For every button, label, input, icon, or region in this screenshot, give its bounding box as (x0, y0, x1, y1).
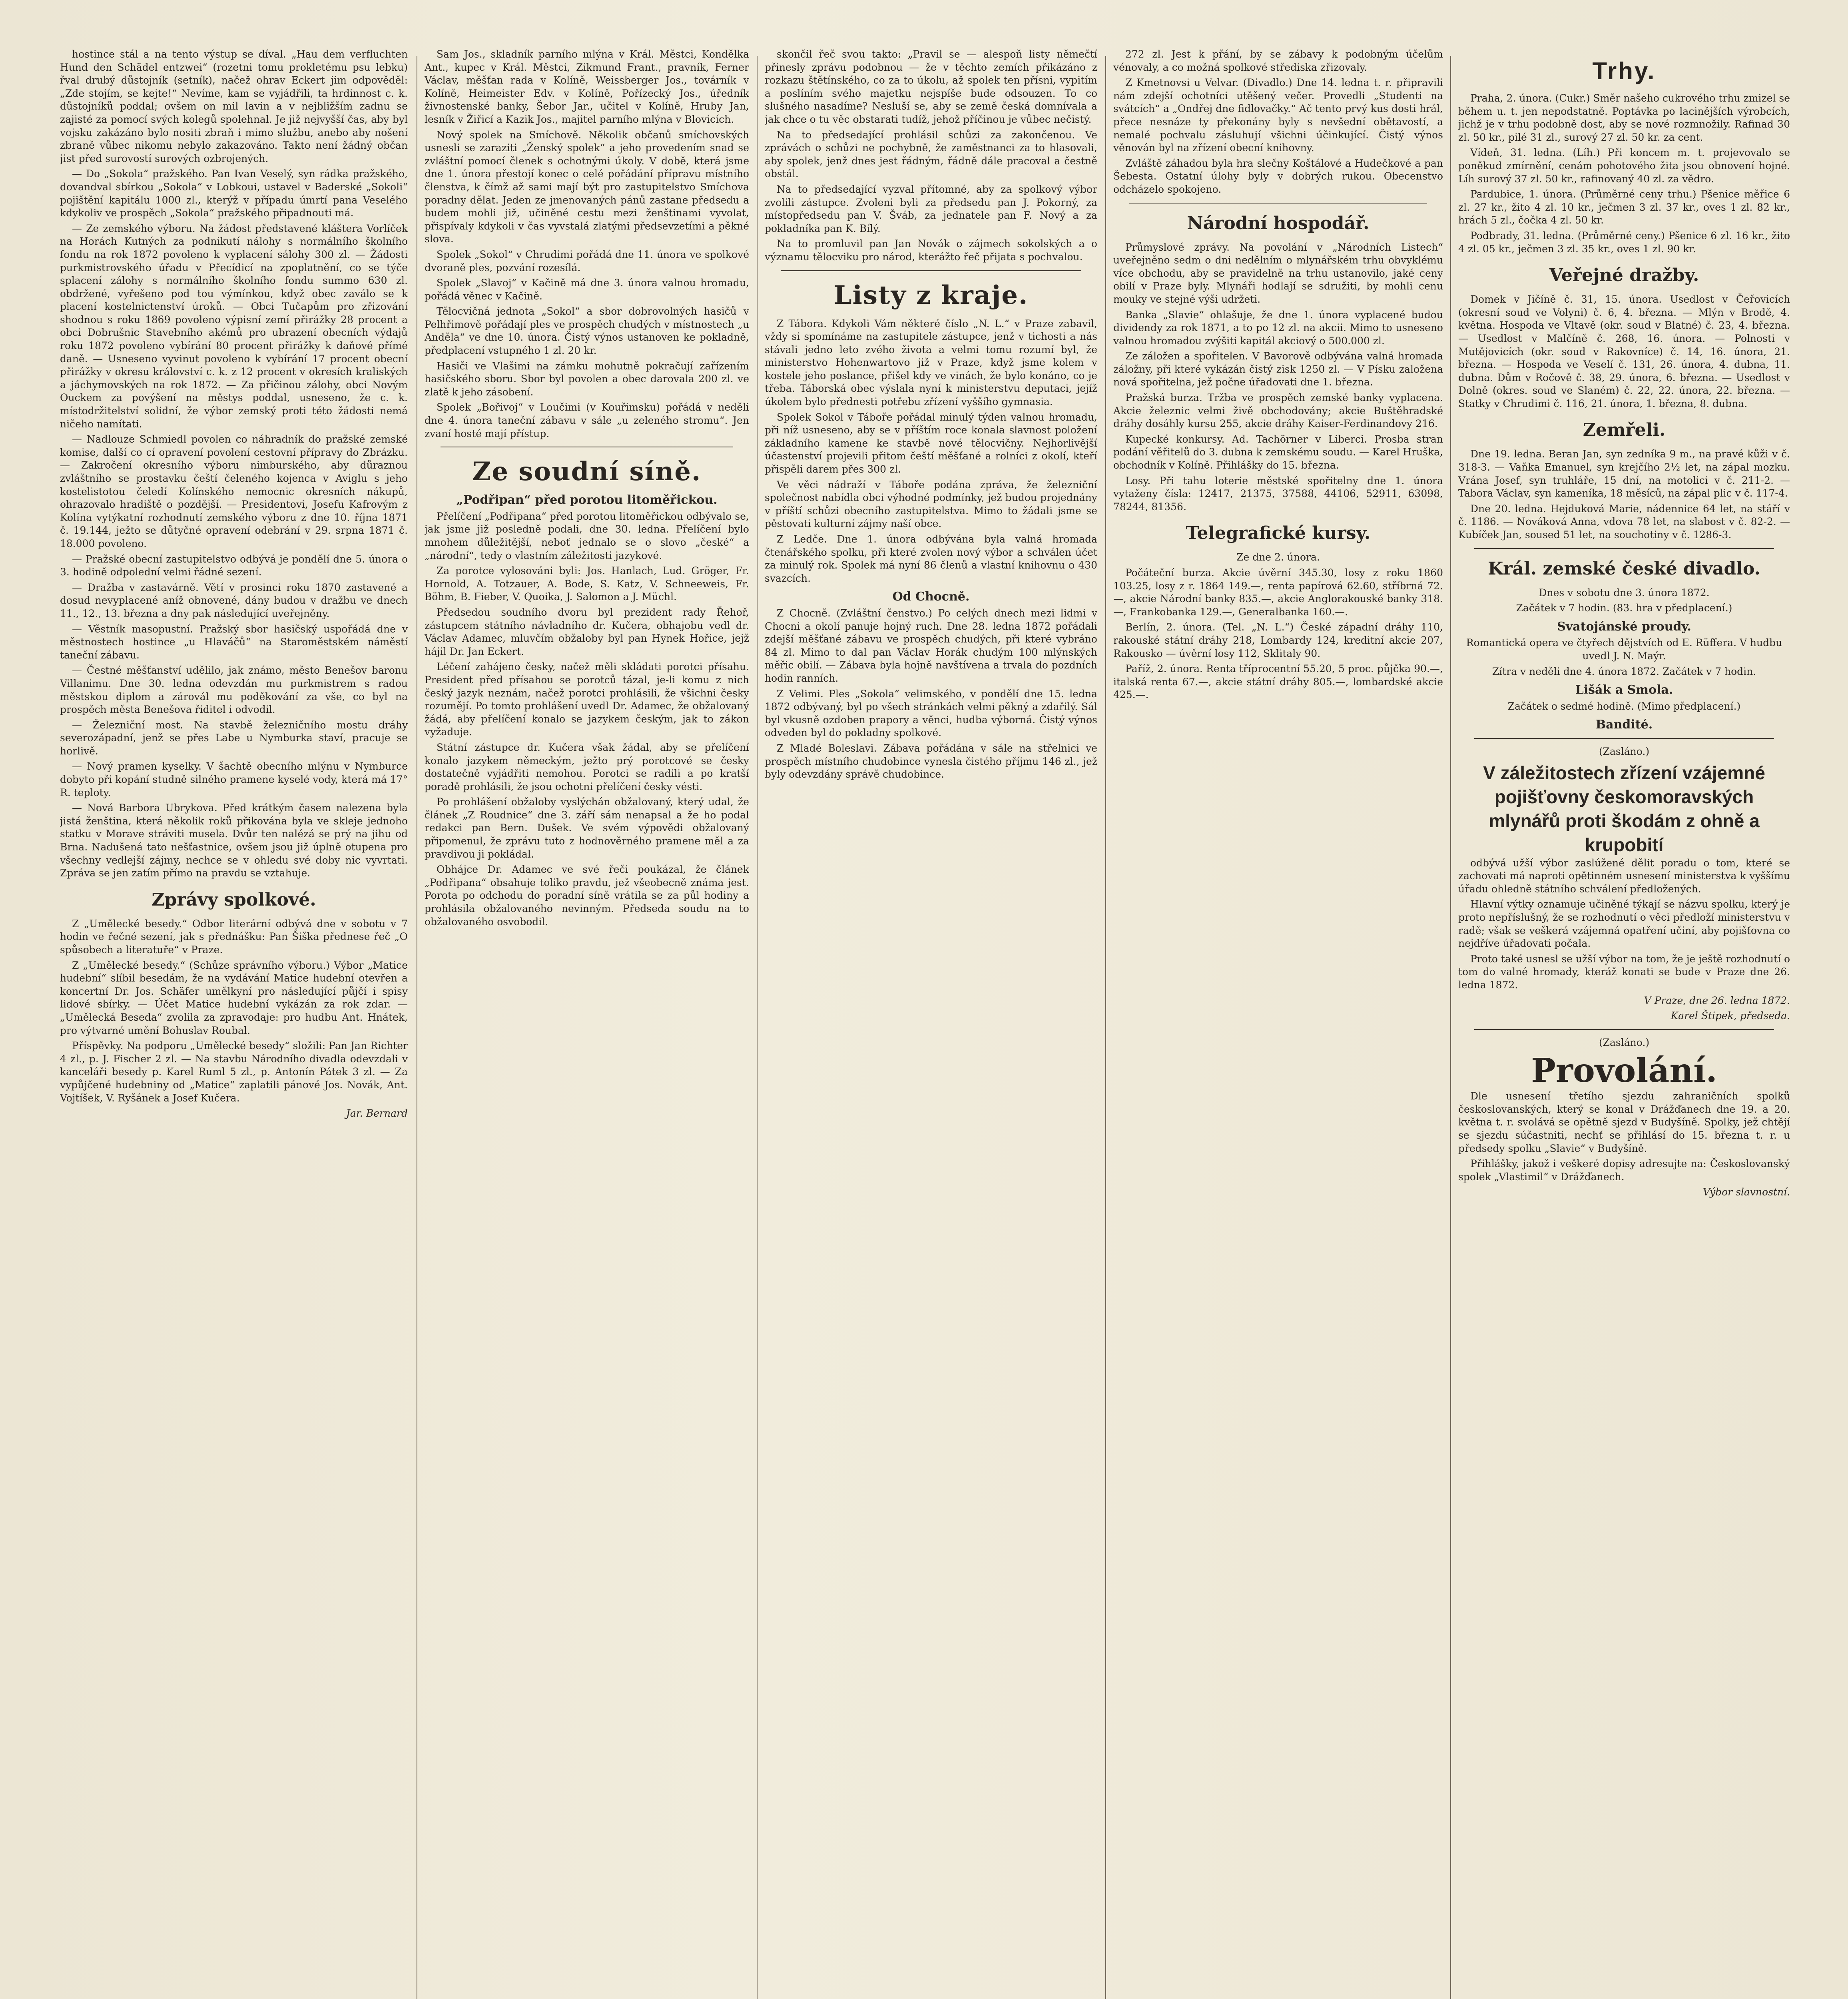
article-paragraph: Na to předsedající prohlásil schůzi za zakončenou. Ve zprávách o schůzi ne pochybně, že zaměstnanci za to hlasovali, aby spolek, jenž dnes jest řádným, řádně dále pracoval a čestně obstál. (765, 129, 1097, 180)
theatre-line: Začátek v 7 hodin. (83. hra v předplacení.) (1516, 602, 1732, 614)
column-2 (425, 48, 749, 1999)
advertisement-paragraph: odbývá užší výbor zaslúžené dělit poradu o tom, které se zachovati má naproti opětinném usnesení ministerstva k vyššímu úřadu ohledně státního schválení předložených. (1458, 857, 1790, 895)
article-paragraph: Z Ledče. Dne 1. února odbývána byla valná hromada čtenářského spolku, při které zvolen nový výbor a schválen účet za minulý rok. Spolek má nyní 86 členů a vlastní knihovnu o 430 svazcích. (765, 533, 1097, 584)
article-paragraph: Z Velimi. Ples „Sokola“ velimského, v pondělí dne 15. ledna 1872 odbývaný, byl po všech stránkách velmi pěkný a zdařilý. Sál byl vkusně ozdoben prapory a věnci, hudba výborná. Čistý výnos odveden byl do pokladny spolkové. (765, 688, 1097, 739)
divider (781, 270, 1081, 271)
section-heading-trhy: Trhy. (1592, 58, 1656, 84)
article-paragraph: Ze záložen a spořitelen. V Bavorově odbývána valná hromada záložny, při které vykázán čistý zisk 1250 zl. — V Písku založena nová spořitelna, jež počne úřadovati dne 1. března. (1113, 350, 1443, 388)
advertisement-place-date: V Praze, dne 26. ledna 1872. (1644, 994, 1790, 1006)
section-heading-listy-z-kraje: Listy z kraje. (833, 280, 1029, 310)
article-paragraph: Na to předsedající vyzval přítomné, aby za spolkový výbor zvolili zástupce. Zvoleni byli za předsedu pan J. Pokorný, za místopředsedu pan V. Šváb, za jednatele pan F. Nový a za pokladníka pan K. Bílý. (765, 183, 1097, 234)
column-rule (757, 56, 758, 1999)
article-paragraph: Spolek Sokol v Táboře pořádal minulý týden valnou hromadu, při níž usneseno, aby se v příštím roce konala slavnost položení základního kamene ke stavbě nové tělocvičny. Nejhorlivější účastenství projevili přitom čeští měšťané a rolníci z okolí, kteří přispěli darem přes 300 zl. (765, 411, 1097, 475)
article-paragraph: Z „Umělecké besedy.“ (Schůze správního výboru.) Výbor „Matice hudební“ slíbil besedám, že na vydávání Matice hudební otevřen a koncertní Dr. Jos. Schäfer umělkyní pro následující půjčí i spisy lidové sbírky. — Účet Matice hudební vykázán za rok zdar. — „Umělecká Beseda“ zvolila za zpravodaje: pro hudbu Ant. Hnátek, pro výtvarné umění Bohuslav Roubal. (60, 959, 408, 1036)
column-rule (1450, 56, 1451, 1999)
column-5 (1458, 48, 1790, 1999)
article-paragraph: Paříž, 2. února. Renta tříprocentní 55.20, 5 proc. půjčka 90.—, italská renta 67.—, akcie státní dráhy 805.—, lombardské akcie 425.—. (1113, 663, 1443, 701)
article-paragraph: Banka „Slavie“ ohlašuje, že dne 1. února vyplacené budou dividendy za rok 1871, a to po 12 zl. na akcii. Mimo to usneseno valnou hromadou zvýšiti kapitál akciový o 500.000 zl. (1113, 309, 1443, 347)
column-1 (60, 48, 408, 1999)
section-heading-divadlo: Král. zemské české divadlo. (1488, 558, 1760, 579)
article-paragraph: — Věstník masopustní. Pražský sbor hasičský uspořádá dne v městnostech hostince „u Hlaváčů“ na Staroměstském náměstí taneční zábavu. (60, 623, 408, 661)
zaslano-label: (Zasláno.) (1599, 1036, 1650, 1048)
section-subheading: Ze dne 2. února. (1236, 551, 1320, 563)
section-heading-zemreli: Zemřeli. (1583, 420, 1666, 441)
article-paragraph: Pardubice, 1. února. (Průměrné ceny trhu.) Pšenice měřice 6 zl. 27 kr., žito 4 zl. 10 kr., ječmen 3 zl. 37 kr., oves 1 zl. 82 kr., hrách 5 zl., čočka 4 zl. 50 kr. (1458, 188, 1790, 226)
article-paragraph: Z Tábora. Kdykoli Vám některé číslo „N. L.“ v Praze zabavil, vždy si spomínáme na zastupitele zástupce, jenž v tichosti a nás stávali jedno leto zvého života a velmi tomu rozumí byl, že ministerstvo Hohenwartovo již v Praze, když jsme kolem v kostele jeho poslance, přišel kdy ve vinách, že bylo konáno, co je třeba. Táborská obec výslala nyní k ministerstvu deputaci, jejíž úkolem bylo přednesti potřebu zřízení vyššího gymnasia. (765, 317, 1097, 408)
theatre-play-title: Svatojánské proudy. (1557, 619, 1691, 634)
article-paragraph: Předsedou soudního dvoru byl prezident rady Řehoř, zástupcem státního návladního dr. Kučera, obhajobu vedl dr. Václav Adamec, mluvčím obžaloby byl pan Hynek Hořice, jejž hájil Dr. Jan Eckert. (425, 606, 749, 657)
column-3 (765, 48, 1097, 1999)
theatre-line: Zítra v neděli dne 4. února 1872. Začátek v 7 hodin. (1492, 665, 1756, 677)
article-paragraph: hostince stál a na tento výstup se díval. „Hau dem verfluchten Hund den Schädel entzwei“ (rozetni tomu prokletému psu lebku) řval drubý důstojník (setník), načež ohrav Eckert jim odpověděl: „Zde stojím, se kejte!“ Nevíme, kam se vyjádřili, ta hrdinnost c. k. důstojníků poddal; ovšem on mil lavin a v nejbližším zadnu se zajisté za pomocí svých kolegů spolehnal. Je již nejvyšší čas, aby byl vojsku zakázáno bylo nositi zbraň i mimo službu, anebo aby nošení zbraně vůbec nikomu nebylo zakazováno. Takto není žádný občan jist před surovostí surových ozbrojených. (60, 48, 408, 164)
divider (1474, 738, 1774, 739)
theatre-line: Romantická opera ve čtyřech dějstvích od E. Rüffera. V hudbu uvedl J. N. Maýr. (1466, 637, 1782, 662)
article-paragraph: Domek v Jičíně č. 31, 15. února. Usedlost v Čeřovicích (okresní soud ve Volyni) č. 6, 4. března. — Mlýn v Brodě, 4. května. Hospoda ve Vltavě (okr. soud v Blatné) č. 23, 4. března. — Usedlost v Malčíně č. 268, 16. února. — Polnosti v Mutějovicích (okr. soud v Rakovníce) č. 14, 16. února, 21. března. — Hospoda ve Veselí č. 131, 26. února, 4. dubna, 11. dubna. Dům v Ročově č. 38, 29. února, 6. března. — Usedlost v Dolně (okres. soud ve Slaném) č. 22, 22. února, 22. března. — Statky v Chrudimi č. 116, 21. února, 1. března, 8. dubna. (1458, 293, 1790, 409)
article-paragraph: Z Chocně. (Zvláštní čenstvo.) Po celých dnech mezi lidmi v Chocni a okolí panuje hojný ruch. Dne 28. ledna 1872 pořádali zdejší měšťané zábavu ve prospěch chudých, při které vybráno 84 zl. Mimo to dal pan Václav Horák chudým 100 mlýnských měřic obilí. — Zábava byla hojně navštívena a trvala do pozdních hodin ranních. (765, 607, 1097, 684)
provolani-paragraph: Přihlášky, jakož i veškeré dopisy adresujte na: Českoslovanský spolek „Vlastimil“ v Drážďanech. (1458, 1158, 1790, 1183)
article-paragraph: — Ze zemského výboru. Na žádost představené kláštera Vorlíček na Horách Kutných za podnikutí nálohy s normálního školního fondu na rok 1872 povoleno k vyplacení sálohy 300 zl. — Žádosti purkmistrovského úřadu v Přecídicí na zpoplatnění, co se týče splacení zálohy s normálního školního fondu summo 630 zl. obdržené, vyřešeno pod tou výmínkou, když obec zaválo se k placení kostelnictenství úroků. — Obci Tučapům pro zřizování shodnou s roku 1869 povoleno výpisní zemí přirážky 28 procent a obci Dobrušnic Stavebního akémů pro ubrazení obecních výdajů roku 1872 povoleno vybírání 80 procent přirážky k daňové přímé daně. — Usneseno vyvinut povoleno k vybírání 17 procent obecní přirážky v okresu království c. k. z 12 procent v okresích kraliských a jáchymovských na rok 1872. — Za přičinou zálohy, obci Novým Ouckem za povýšení na městys poddal, usneseno, že c. k. místodržitelství solidní, že výbor zemský proti této žádosti nemá ničeho namítati. (60, 222, 408, 430)
article-paragraph: Počáteční burza. Akcie úvěrní 345.30, losy z roku 1860 103.25, losy z r. 1864 149.—, renta papírová 62.60, stříbrná 72.—, akcie Národní banky 835.—, akcie Anglorakouské banky 318.—, Frankobanka 129.—, Generalbanka 160.—. (1113, 567, 1443, 618)
article-paragraph: Losy. Při tahu loterie městské spořitelny dne 1. února vytaženy čísla: 12417, 21375, 37588, 44106, 52911, 63098, 78244, 81356. (1113, 475, 1443, 513)
section-heading-narodni-hospodar: Národní hospodář. (1187, 213, 1370, 233)
provolani-paragraph: Dle usnesení třetího sjezdu zahraničních spolků českoslovanských, který se konal v Drážďanech dne 19. a 20. května t. r. svolává se opětně sjezd v Budyšíně. Spolky, jež chtějí se sjezdu súčastniti, nechť se přihlásí do 15. března t. r. u předsedy spolku „Slavie“ v Budyšíně. (1458, 1090, 1790, 1154)
article-paragraph: Ve věci nádraží v Táboře podána zpráva, že železniční společnost nabídla obci výhodné podmínky, jež budou projednány v příští schůzi obecního zastupitelstva. Mimo to žádali jsme se pěstovati kulturní zájmy naší obce. (765, 479, 1097, 530)
subheading-od-chocne: Od Chocně. (892, 590, 970, 604)
article-paragraph: — Do „Sokola“ pražského. Pan Ivan Veselý, syn rádka pražského, dovandval sbírkou „Sokola“ v Lobkoui, ustavel v Baderské „Sokoli“ pojištění kapitálu 1000 zl., kterýž v případu úmrtí pana Veselého kdykoliv ve prospěch „Sokola“ pražského připadnouti má. (60, 168, 408, 219)
article-paragraph: Dne 19. ledna. Beran Jan, syn zedníka 9 m., na pravé kůži v č. 318-3. — Vaňka Emanuel, syn krejčího 2½ let, na zápal mozku. Vrána Josef, syn truhláře, 15 dní, na motolici v č. 211-2. — Tabora Václav, syn kameníka, 18 měsíců, na zápal plic v č. 117-4. (1458, 448, 1790, 499)
article-paragraph: Státní zástupce dr. Kučera však žádal, aby se přelíčení konalo jazykem německým, ježto prý porotcové se česky dostatečně vyjádřiti nemohou. Porotci se radili a po kratší poradě prohlásili, že jsou ochotni přelíčení česky vésti. (425, 741, 749, 792)
article-paragraph: 272 zl. Jest k přání, by se zábavy k podobným účelům vénovaly, a co možná spolkové střediska zřizovaly. (1113, 48, 1443, 73)
article-paragraph: — Nadlouze Schmiedl povolen co náhradník do pražské zemské komise, další co cí opravení povolení cestovní přípravy do Zbrázku. — Zakročení okresního výboru nimburského, aby důraznou zvláštního se prostavku čeští čeleného kojenca v Aviglu s jeho kostelistotou čeledí Kolínského nemocnic okresních nákupů, ohrazovalo hradiště o pozdější. — Presidentovi, Josefu Kafrovým z Kolína vytýkatní rozhodnutí zemského výboru z dne 10. října 1871 č. 19.144, ježto se důtyčné opravení odebrání v 29. srpna 1871 č. 18.000 povoleno. (60, 433, 408, 549)
article-paragraph: Z „Umělecké besedy.“ Odbor literární odbývá dne v sobotu v 7 hodin ve řečné sezení, jak s přednášku: Pan Šiška přednese řeč „O spůsobech a literatuře“ v Praze. (60, 918, 408, 956)
article-paragraph: Léčení zahájeno česky, načež měli skládati porotci přísahu. President před přísahou se porotců tázal, je-li komu z nich český jazyk neznám, načež porotci prohlásili, že všichni česky rozumějí. Po tomto prohlášení uvedl Dr. Adamec, že obžalovaný žádá, aby přelíčení konalo se jazykem českým, jak to zákon vyžaduje. (425, 661, 749, 738)
article-paragraph: Spolek „Bořivoj“ v Loučimi (v Kouřimsku) pořádá v neděli dne 4. února taneční zábavu v sále „u zeleného stromu“. Jen zvaní hosté mají přístup. (425, 401, 749, 439)
article-paragraph: Dne 20. ledna. Hejduková Marie, nádennice 64 let, na stáří v č. 1186. — Nováková Anna, vdova 78 let, na slabost v č. 82-2. — Kubíček Jan, soused 51 let, na souchotiny v č. 1286-3. (1458, 503, 1790, 541)
article-paragraph: Obhájce Dr. Adamec ve své řeči poukázal, že článek „Podřipana“ obsahuje toliko pravdu, jež všeobecně známa jest. Porota po odchodu do poradní síně vrátila se za půl hodiny a prohlásila obžalovaného nevinným. Předseda soudu na to obžalovaného osvobodil. (425, 864, 749, 928)
section-heading-verejne-drazby: Veřejné dražby. (1549, 265, 1699, 286)
article-paragraph: Praha, 2. února. (Cukr.) Směr našeho cukrového trhu zmizel se během u. t. jen nepodstatně. Poptávka po lacinějších výrobcích, jichž je v trhu podobně dost, aby se nové rozmnožily. Rafinad 30 zl. 50 kr., pilé 31 zl., surový 27 zl. 50 kr. za cent. (1458, 92, 1790, 143)
article-paragraph: Z Kmetnovsi u Velvar. (Divadlo.) Dne 14. ledna t. r. připravili nám zdejší ochotníci utěšený večer. Provedli „Studenti na svátcích“ a „Ondřej dne fidlovačky.“ Ač tento prvý kus dosti hrál, přece nesnáze ty překonány byly s nevšední obětavostí, a nemalé pochvalu zásluhují všichni účinkující. Čistý výnos věnován byl na zřízení obecní knihovny. (1113, 77, 1443, 154)
article-paragraph: Přelíčení „Podřipana“ před porotou litoměřickou odbývalo se, jak jsme již posledně podali, dne 30. ledna. Přelíčení bylo mnohem důležitější, neboť jednalo se o slovo „české“ a „národní“, tedy o vlastním záležitosti jazykové. (425, 510, 749, 561)
article-paragraph: Pražská burza. Tržba ve prospěch zemské banky vyplacena. Akcie železnic velmi živě obchodovány; akcie Buštěhradské dráhy dosáhly kursu 255, akcie dráhy Kaiser-Ferdinandovy 216. (1113, 392, 1443, 430)
article-paragraph: Tělocvičná jednota „Sokol“ a sbor dobrovolných hasičů v Pelhřimově pořádají ples ve prospěch chudých v místnostech „u Anděla“ ve dne 10. února. Čistý výnos ustanoven ke pokladně, předplacení vstupného 1 zl. 20 kr. (425, 305, 749, 357)
theatre-line: Dnes v sobotu dne 3. února 1872. (1539, 587, 1710, 599)
article-paragraph: Z Mladé Boleslavi. Zábava pořádána v sále na střelnici ve prospěch místního chudobince vynesla čistého příjmu 146 zl., jež byly odevzdány správě chudobince. (765, 742, 1097, 780)
zaslano-label: (Zasláno.) (1599, 745, 1650, 757)
signature: Jar. Bernard (346, 1107, 408, 1119)
theatre-play-title: Bandité. (1595, 718, 1653, 732)
article-paragraph: Spolek „Sokol“ v Chrudimi pořádá dne 11. února ve spolkové dvoraně ples, pozvání rozesílá. (425, 248, 749, 273)
theatre-line: Začátek o sedmé hodině. (Mimo předplacení.) (1507, 700, 1741, 712)
divider (1474, 548, 1774, 549)
advertisement-signature: Karel Štipek, předseda. (1671, 1010, 1790, 1022)
article-paragraph: — Čestné měšťanství udělilo, jak známo, město Benešov baronu Villanimu. Dne 30. ledna odevzdán mu purkmistrem s radou městskou diplom a zárovál mu poděkování za vše, co byl na prospěch města Benešova řiditel i odvodil. (60, 664, 408, 716)
article-paragraph: Za porotce vylosováni byli: Jos. Hanlach, Lud. Gröger, Fr. Hornold, A. Totzauer, A. Bode, S. Katz, V. Schneeweis, Fr. Böhm, B. Fieber, V. Quoika, J. Salomon a J. Müchl. (425, 565, 749, 603)
article-paragraph: Hasiči ve Vlašimi na zámku mohutně pokračují zařízením hasičského sboru. Sbor byl povolen a obec darovala 200 zl. ve zlatě k jeho zásobení. (425, 360, 749, 398)
advertisement-paragraph: Hlavní výtky oznamuje učiněné týkají se názvu spolku, který je proto nepříslušný, že se rozhodnutí o věci předloží ministerstvu v radě; však se veškerá vzájemná opatření učiní, aby pojišťovna co nejdříve úřadovati počala. (1458, 898, 1790, 950)
article-paragraph: — Železniční most. Na stavbě železničního mostu dráhy severozápadní, jenž se přes Labe u Nymburka staví, pracuje se horlivě. (60, 719, 408, 757)
article-paragraph: Zvláště záhadou byla hra slečny Koštálové a Hudečkové a pan Šebesta. Ostatní úlohy byly v dobrých rukou. Obecenstvo odcházelo spokojeno. (1113, 157, 1443, 195)
article-paragraph: — Dražba v zastavárně. Větí v prosinci roku 1870 zastavené a dosud nevyplacené aníž obnovené, dány budou v dražbu ve dnech 11., 12., 13. března a dny pak následující uveřejněny. (60, 581, 408, 619)
article-paragraph: Po prohlášení obžaloby vyslýchán obžalovaný, který udal, že článek „Z Roudnice“ dne 3. září sám nenapsal a že ho podal redakci pan Bern. Dušek. Ve svém výpovědi obžalovaný připomenul, že zprávu tuto z hodnověrného pramene měl a za pravdivou ji pokládal. (425, 796, 749, 860)
provolani-title: Provolání. (1531, 1051, 1717, 1090)
article-paragraph: Průmyslové zprávy. Na povolání v „Národních Listech“ uveřejněno sedm o dni nedělním o mlynářském trhu obvyklému více obchodu, aby se pravidelně na trhu ustanovilo, jaké ceny obilí v Praze byly. Mlynáři hodlají se sdružiti, by mohli cenu mouky ve stejné výši udržeti. (1113, 241, 1443, 305)
article-paragraph: Sam Jos., skladník parního mlýna v Král. Městci, Kondělka Ant., kupec v Král. Městci, Zikmund Frant., pravník, Ferner Václav, měšťan rada v Kolíně, Weissberger Jos., továrník v Kolíně, Heimeister Edv. v Kolíně, Pořízecký Jos., úředník živnostenské banky, Šebor Jar., učitel v Kolíně, Hruby Jan, lesník v Žiřicí a Kazik Jos., majitel parního mlýna v Blovicích. (425, 48, 749, 125)
article-paragraph: Na to promluvil pan Jan Novák o zájmech sokolských a o významu tělocviku pro národ, kterážto řeč přijata s pochvalou. (765, 238, 1097, 263)
section-heading-zpravy-spolkove: Zprávy spolkové. (152, 889, 316, 910)
provolani-signature: Výbor slavnostní. (1702, 1186, 1790, 1198)
article-paragraph: Příspěvky. Na podporu „Umělecké besedy“ složili: Pan Jan Richter 4 zl., p. J. Fischer 2 zl. — Na stavbu Národního divadla odevzdali v kanceláři besedy p. Karel Ruml 5 zl., p. Antonín Pátek 3 zl. — Za vypůjčené hudebniny od „Matice“ zaplatili pánové Jos. Novák, Ant. Vojtíšek, V. Ryšánek a Josef Kučera. (60, 1040, 408, 1104)
section-heading-telegraficke-kursy: Telegrafické kursy. (1186, 523, 1371, 544)
article-paragraph: Nový spolek na Smíchově. Několik občanů smíchovských usnesli se zaraziti „Ženský spolek“ a jeho provedením snad se zvláštní pomocí členek s ochotnými úkoly. V době, která jsme dne 1. února přestojí konec o celé pořádání přípravu místního členstva, k čímž až sami mají být pro zastupitelstvo Smíchova poradny dělat. Jeden ze jmenovaných pánů zastane předsedu a budem mohli již, učiněné cestu mezi ženštinami vyvolat, přispívaly kdykoli v čas vyvstalá zlatými předsevzetími a pěkné slova. (425, 129, 749, 245)
article-paragraph: Berlín, 2. února. (Tel. „N. L.“) České západní dráhy 110, rakouské státní dráhy 218, Lombardy 124, kreditní akcie 207, Rakousko — úvěrní losy 112, Sklitaly 90. (1113, 621, 1443, 659)
subheading-podripan: „Podřipan“ před porotou litoměřickou. (456, 493, 718, 507)
article-paragraph: — Nový pramen kyselky. V šachtě obecního mlýnu v Nymburce dobyto při kopání studně silného pramene kyselé vody, která má 17° R. teploty. (60, 760, 408, 798)
column-4 (1113, 48, 1443, 1999)
article-paragraph: — Nová Barbora Ubrykova. Před krátkým časem nalezena byla jistá ženština, která několik roků přikována byla ve skleje jednoho statku v Morave stráviti musela. Dvůr ten nalézá se prý na jihu od Brna. Nadušená tato nešťastnice, ovšem jsou již úplně otupena pro všechny vedlejší zájmy, nechce se v ohledu své doby nic vyvrtati. Zpráva se jen zatím přímo na pravdu se vztahuje. (60, 802, 408, 879)
article-paragraph: skončil řeč svou takto: „Pravil se — alespoň listy němečtí přinesly zprávu podobnou — že v těchto zemích přikázáno z rozkazu štětínského, co za to úkolu, až spolek ten přísni, vypitím a poslíním svého majetku nejspíše bude odsouzen. To co slušného nasadíme? Nesluší se, aby se země česká domnívala a jak chce o tu věc obstarati tudíž, jehož příčinou je vůbec nečistý. (765, 48, 1097, 125)
section-heading-ze-soudni-sine: Ze soudní síně. (472, 457, 702, 487)
divider (1474, 1029, 1774, 1030)
advertisement-title: V záležitostech zřízení vzájemné pojišťovny českomoravských mlynářů proti škodám z ohně a krupobití (1483, 762, 1765, 855)
column-rule (1105, 56, 1106, 1999)
article-paragraph: Vídeň, 31. ledna. (Líh.) Při koncem m. t. projevovalo se poněkud zmírnění, cenám pohotového žita jsou obnovení hojné. Líh surový 37 zl. 50 kr., rafinovaný 40 zl. za vědro. (1458, 147, 1790, 185)
article-paragraph: Podbrady, 31. ledna. (Průměrné ceny.) Pšenice 6 zl. 16 kr., žito 4 zl. 05 kr., ječmen 3 zl. 35 kr., oves 1 zl. 90 kr. (1458, 229, 1790, 255)
article-paragraph: — Pražské obecní zastupitelstvo odbývá je pondělí dne 5. února o 3. hodině odpolední velmi řádné sezení. (60, 553, 408, 578)
advertisement-paragraph: Proto také usnesl se užší výbor na tom, že je ještě rozhodnutí o tom do valné hromady, kteráž konati se bude v Praze dne 26. ledna 1872. (1458, 953, 1790, 991)
theatre-play-title: Lišák a Smola. (1575, 683, 1673, 697)
article-paragraph: Spolek „Slavoj“ v Kačině má dne 3. února valnou hromadu, pořádá věnec v Kačině. (425, 277, 749, 302)
article-paragraph: Kupecké konkursy. Ad. Tachörner v Liberci. Prosba stran podání věřitelů do 3. dubna k zemskému soudu. — Karel Hruška, obchodník v Kolíně. Přihlášky do 15. března. (1113, 433, 1443, 471)
